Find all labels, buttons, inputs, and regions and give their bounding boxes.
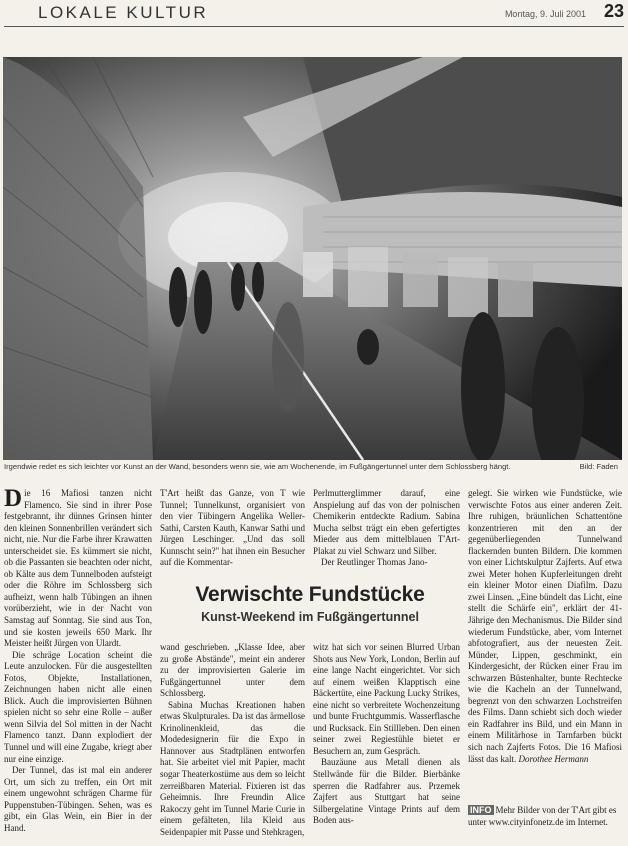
issue-date: Montag, 9. Juli 2001 [504, 9, 586, 19]
article-column-3-top [313, 488, 460, 569]
article-column-1 [4, 485, 152, 834]
paragraph [468, 488, 622, 765]
header-rule [4, 26, 624, 27]
paragraph [4, 485, 152, 650]
paragraph: Bauzäune aus Metall dienen als Stellwände für die Bilder. Bierbänke sperren die Radfahrer aus. Przemek Zajfert aus Stuttgart hat seine Silbergelatine Vintage Prints auf dem Boden aus- [313, 757, 460, 826]
page-header [0, 0, 628, 30]
paragraph-text: ie 16 Mafiosi tanzen nicht Flamenco. Sie sind in ihrer Pose festgebrannt, ihr dünnes Grinsen hinter den kleinen Sonnenbrillen verändert sich nicht, nie. Nur die Farbe ihrer Krawatten unterscheidet sie. Es kümmert sie nicht, ob die Passanten sie beachten oder nicht, ob Kälte aus dem Tunnelboden aufsteigt oder die Röhre im Schlossberg sich aufheizt, wenn halb Tübingen an ihnen vorüberzieht, wie in der Nacht von Samstag auf Sonntag. Sie sind aus Ton, und sie kosten jeweils 650 Mark. Ihr Meister heißt Jürgen von Ulardt. [4, 488, 152, 649]
article-column-3-bottom [313, 642, 460, 827]
tunnel-photo-illustration [3, 57, 622, 460]
author-name: Dorothee Hermann [518, 753, 589, 764]
paragraph-text: gelegt. Sie wirken wie Fundstücke, wie verwischte Fotos aus einer anderen Zeit. Ihre ruhigen, bräunlichen Schattentöne konzentrieren mit den an der gegenüberliegenden Tunnelwand flackernden bunten Bildern. Die kommen von einer Lichtskulptur Zajferts. Auf etwa zwei Meter hohen Kupferleitungen dreht ein kleiner Motor einen Diafilm. Dazu zwei Linsen. „Eine bündelt das Licht, eine stellt die Schärfe ein", erklärt der 41-Jährige den Mechanismus. Die Bilder sind wiederum Fundstücke, aber, vom Internet abfotografiert, aus der neuesten Zeit. Münder, Lippen, geschminkt, ein Kindergesicht, der Rücken einer Frau im schwarzen Büstenhalter, bunte Rechtecke wie die Kacheln an der Tunnelwand, begrenzt von den schwarzen Lochstreifen des Films. Dann schiebt sich doch wieder ein Radfahrer ins Bild, und ein Mann in einem Militärhose in Tarnfarben bückt sich nach Zajferts Fotos. Die 16 Mafiosi lässt das kalt. [468, 488, 622, 764]
paragraph: Sabina Muchas Kreationen haben etwas Skulpturales. Da ist das ärmellose Krinolinenkleid, das die Modedesignerin für die Expo in Hannover aus Stadtplänen entworfen hat. Sie arbeitet viel mit Papier, macht sogar Theaterkostüme aus dem so leicht zerreißbaren Material. Fixieren ist das Geheimnis. Ihre Freundin Alice Rakoczy geht im Tunnel Marie Curie in einem gefälteten, lila Kleid aus Seidenpapier mit Passe und Stehkragen, [160, 699, 305, 837]
page-number: 23 [603, 1, 624, 21]
paragraph: witz hat sich vor seinen Blurred Urban Shots aus New York, London, Berlin auf eine lange Nacht eingerichtet. Vor sich auf einem weißen Klapptisch eine Bäckertüte, eine Packung Lucky Strikes, eine nicht so verbreitete Wochenzeitung und bunte Fruchtgummis. Wasserflasche und Rucksack. Ein Stillleben. Den einen seiner zwei Regiestühle bietet er Besuchern an, zum Gespräch. [313, 642, 460, 756]
paragraph: Der Tunnel, das ist mal ein anderer Ort, um sich zu treffen, ein Ort mit einem ungewohnt schrägen Charme für Puppenstuben-Tübingen. Sehen, was es gibt, ein Glas Wein, ein Bier in der Hand. [4, 765, 152, 833]
article-column-2-top [160, 488, 305, 569]
info-box [468, 805, 622, 828]
headline-block [160, 580, 460, 636]
photo-credit: Bild: Faden [579, 462, 618, 471]
paragraph: T'Art heißt das Ganze, von T wie Tunnel; Tunnelkunst, organisiert von den vier Tübingern Angelika Weller-Sathi, Carsten Kauth, Kanwar Sathi und Jürgen Leschinger. „Und das soll Kunnscht sein?" hat ihnen ein Besucher auf die Kommentar- [160, 488, 305, 568]
photo-caption [4, 462, 620, 474]
info-label: INFO [470, 805, 492, 815]
caption-text: Irgendwie redet es sich leichter vor Kunst an der Wand, besonders wenn sie, wie am Wochenende, im Fußgängertunnel unter dem Schlossberg hängt. [4, 462, 511, 471]
article-column-4 [468, 488, 622, 765]
drop-cap: D [4, 485, 23, 512]
paragraph: Perlmutterglimmer darauf, eine Anspielung auf das von der polnischen Chemikerin entdeckte Radium. Sabina Mucha selbst trägt ein eben gefertigtes Mieder aus dem mittelblauen T'Art-Plakat zu viel Schwarz und Silber. [313, 488, 460, 556]
info-text: Mehr Bilder von der T'Art gibt es unter www.cityinfonetz.de im Internet. [468, 805, 617, 827]
paragraph: Der Reutlinger Thomas Jano- [321, 557, 428, 568]
article-headline: Verwischte Fundstücke [195, 583, 425, 606]
tunnel-photo [3, 57, 622, 460]
section-title: LOKALE KULTUR [38, 3, 209, 22]
article-column-2-bottom [160, 642, 305, 838]
paragraph: wand geschrieben. „Klasse Idee, aber zu große Abstände", meint ein anderer zu der improvisierten Galerie im Fußgängertunnel unter dem Schlossberg. [160, 642, 305, 699]
article-subheadline: Kunst-Weekend im Fußgängertunnel [201, 610, 419, 624]
paragraph: Die schräge Location scheint die Leute anzulocken. Für die ausgestellten Fotos, Objekte, Installationen, Zeichnungen haben nicht alle einen Blick. Auch die improvisierten Bühnen spielen nicht so sehr eine Rolle – außer wenn Silvia del Sol mitten in der Nacht Flamenco tanzt. Dann explodiert der Tunnel und will eine Zugabe, kriegt aber nur eine einzige. [4, 649, 152, 764]
